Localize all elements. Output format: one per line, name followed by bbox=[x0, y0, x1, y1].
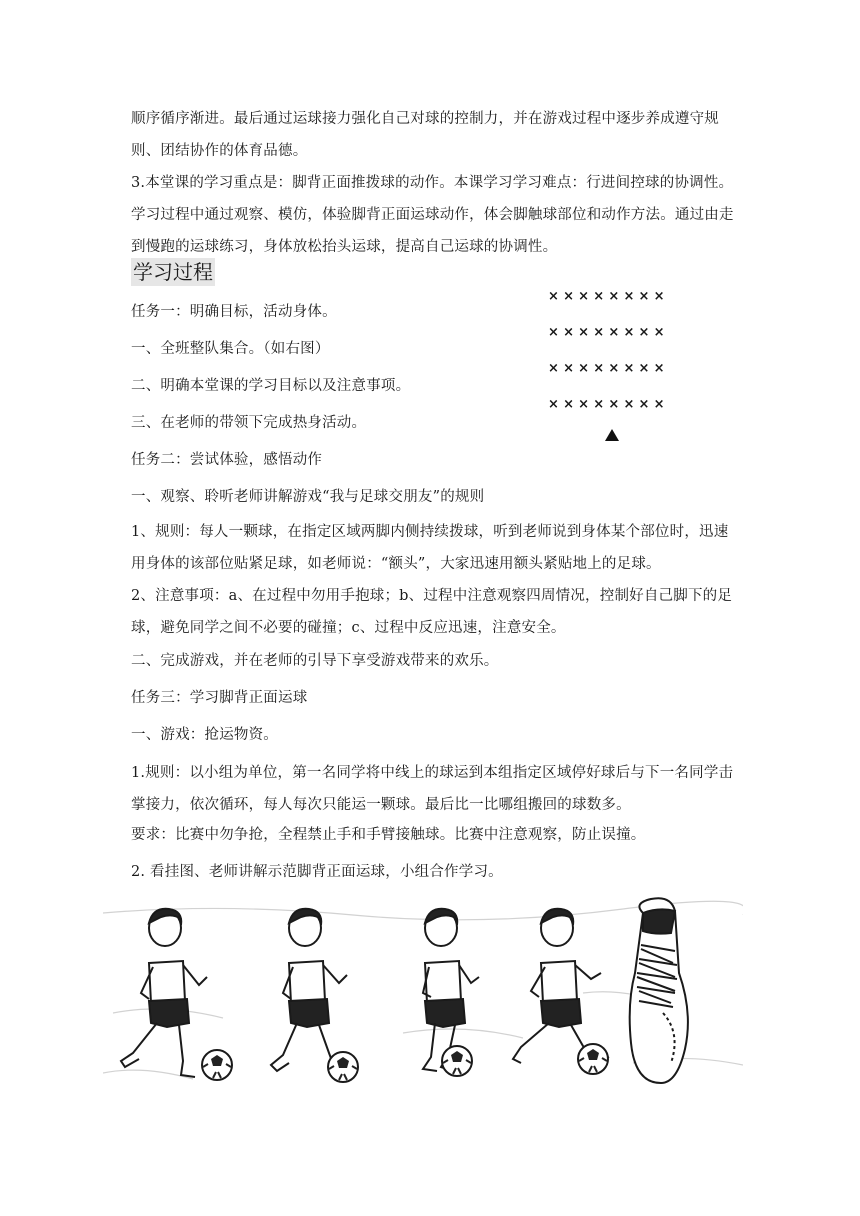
formation-row: ×××××××× bbox=[548, 361, 669, 376]
task3-requirement: 要求：比赛中勿争抢，全程禁止手和手臂接触球。比赛中注意观察，防止误撞。 bbox=[131, 827, 646, 843]
task1-title: 任务一：明确目标，活动身体。 bbox=[131, 304, 337, 320]
task3-rule: 1.规则：以小组为单位，第一名同学将中线上的球运到本组指定区域停好球后与下一名同学击掌接力，依次循环，每人每次只能运一颗球。最后比一比哪组搬回的球数多。 bbox=[131, 765, 734, 813]
soccer-ball-icon bbox=[328, 1052, 358, 1082]
dribbling-illustration bbox=[103, 893, 743, 1093]
paragraph-intro-end: 顺序循序渐进。最后通过运球接力强化自己对球的控制力，并在游戏过程中逐步养成遵守规则、团结协作的体育品德。 bbox=[131, 111, 719, 159]
team-formation-diagram bbox=[548, 287, 688, 457]
task3-step2: 2. 看挂图、老师讲解示范脚背正面运球，小组合作学习。 bbox=[131, 864, 503, 880]
triangle-up-icon bbox=[605, 429, 619, 441]
boy-dribbling-icon bbox=[513, 909, 609, 1063]
soccer-ball-icon bbox=[442, 1046, 472, 1076]
soccer-ball-icon bbox=[578, 1044, 608, 1074]
task3-title: 任务三：学习脚背正面运球 bbox=[131, 690, 308, 706]
task2-rule: 1、规则：每人一颗球，在指定区域两脚内侧持续拨球，听到老师说到身体某个部位时，迅速用身体的该部位贴紧足球，如老师说：“额头”，大家迅速用额头紧贴地上的足球。 bbox=[131, 524, 729, 572]
task3-step1: 一、游戏：抢运物资。 bbox=[131, 727, 278, 743]
soccer-ball-icon bbox=[202, 1050, 232, 1080]
boy-dribbling-icon bbox=[121, 909, 207, 1077]
task2-step2: 二、完成游戏，并在老师的引导下享受游戏带来的欢乐。 bbox=[131, 653, 499, 669]
task1-step2: 二、明确本堂课的学习目标以及注意事项。 bbox=[131, 378, 411, 394]
shoe-icon bbox=[630, 898, 688, 1083]
formation-row: ×××××××× bbox=[548, 397, 669, 412]
task1-step3: 三、在老师的带领下完成热身活动。 bbox=[131, 415, 367, 431]
boy-dribbling-icon bbox=[271, 909, 347, 1071]
task2-title: 任务二：尝试体验，感悟动作 bbox=[131, 452, 323, 468]
formation-row: ×××××××× bbox=[548, 289, 669, 304]
task2-notes: 2、注意事项：a、在过程中勿用手抱球；b、过程中注意观察四周情况，控制好自己脚下的足球，避免同学之间不必要的碰撞；c、过程中反应迅速，注意安全。 bbox=[131, 588, 733, 636]
paragraph-key-points: 3.本堂课的学习重点是：脚背正面推拨球的动作。本课学习学习难点：行进间控球的协调性。学习过程中通过观察、模仿，体验脚背正面运球动作，体会脚触球部位和动作方法。通过由走到慢跑的运球练习，身体放松抬头运球，提高自己运球的协调性。 bbox=[131, 175, 734, 255]
task1-step1: 一、全班整队集合。（如右图） bbox=[131, 341, 330, 357]
formation-row: ×××××××× bbox=[548, 325, 669, 340]
section-heading: 学习过程 bbox=[133, 260, 213, 284]
task2-step1: 一、观察、聆听老师讲解游戏“我与足球交朋友”的规则 bbox=[131, 489, 485, 505]
